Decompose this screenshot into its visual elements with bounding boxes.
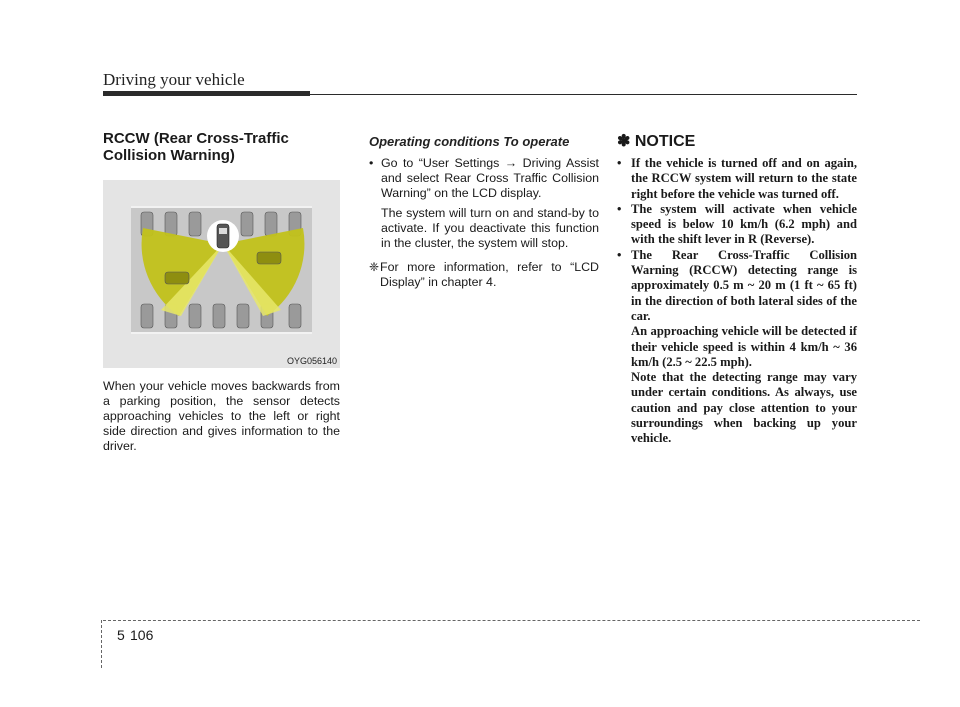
notice-text: If the vehicle is turned off and on again, the RCCW system will return to the state right before the vehicle was turned off. [631, 156, 857, 201]
middle-column [369, 130, 599, 290]
left-column [103, 130, 340, 454]
notice-text: The system will activate when vehicle speed is below 10 km/h (6.2 mph) and with the shift lever in R (Reverse). [631, 201, 857, 247]
operating-conditions-title: Operating conditions To operate [369, 134, 570, 149]
section-title: RCCW (Rear Cross-Traffic Collision Warning) [103, 130, 289, 164]
notice-list [617, 156, 857, 447]
parking-lot-illustration [131, 206, 312, 334]
list-item [617, 156, 857, 202]
notice-text: The Rear Cross-Traffic Collision Warning (RCCW) detecting range is approximately 0.5 m ~ 20 m (1 ft ~ 65 ft) in the direction of both lateral sides of the car. [631, 247, 857, 323]
page-number [130, 627, 153, 643]
list-item [617, 248, 857, 447]
header-rule-thick [103, 91, 310, 96]
header-rule-thin [310, 94, 857, 95]
notice-column [617, 130, 857, 447]
own-vehicle [217, 224, 229, 248]
page-number-value: 106 [130, 627, 154, 643]
notice-continuation: An approaching vehicle will be detected if their vehicle speed is within 4 km/h ~ 36 km/h (2.5 ~ 22.5 mph). [631, 324, 857, 369]
reference-icon: ❈ [369, 260, 380, 274]
bullet-text: Go to “User Settings → Driving Assist and select Rear Cross Traffic Collision Warning” on the LCD display. [381, 156, 599, 200]
reference-text: For more information, refer to “LCD Display” in chapter 4. [380, 260, 599, 289]
bullet-marker: • [617, 201, 622, 216]
notice-title: ✽ NOTICE [617, 133, 696, 150]
approaching-car-left [165, 272, 189, 284]
reference-note [369, 260, 599, 290]
bullet-marker: • [617, 156, 622, 170]
chapter-number: 5 [117, 627, 125, 643]
running-header: Driving your vehicle [103, 70, 245, 89]
approaching-car-right [257, 252, 281, 264]
notice-continuation: Note that the detecting range may vary under certain conditions. As always, use caution and pay close attention to your surroundings when backing up your vehicle. [631, 370, 857, 446]
intro-paragraph: When your vehicle moves backwards from a parking position, the sensor detects approaching vehicles to the left or right side direction and gives information to the driver. [103, 379, 340, 453]
rccw-figure [103, 180, 340, 368]
footer-rule [103, 620, 920, 621]
list-item [369, 156, 599, 251]
footer-vertical-rule [101, 620, 102, 668]
own-vehicle-windshield [219, 228, 227, 234]
bullet-marker: • [369, 156, 374, 170]
bullet-marker: • [617, 247, 622, 262]
figure-code: OYG056140 [286, 356, 337, 366]
bullet-subtext: The system will turn on and stand-by to activate. If you deactivate this function in the cluster, the system will stop. [381, 206, 599, 250]
list-item [617, 202, 857, 248]
